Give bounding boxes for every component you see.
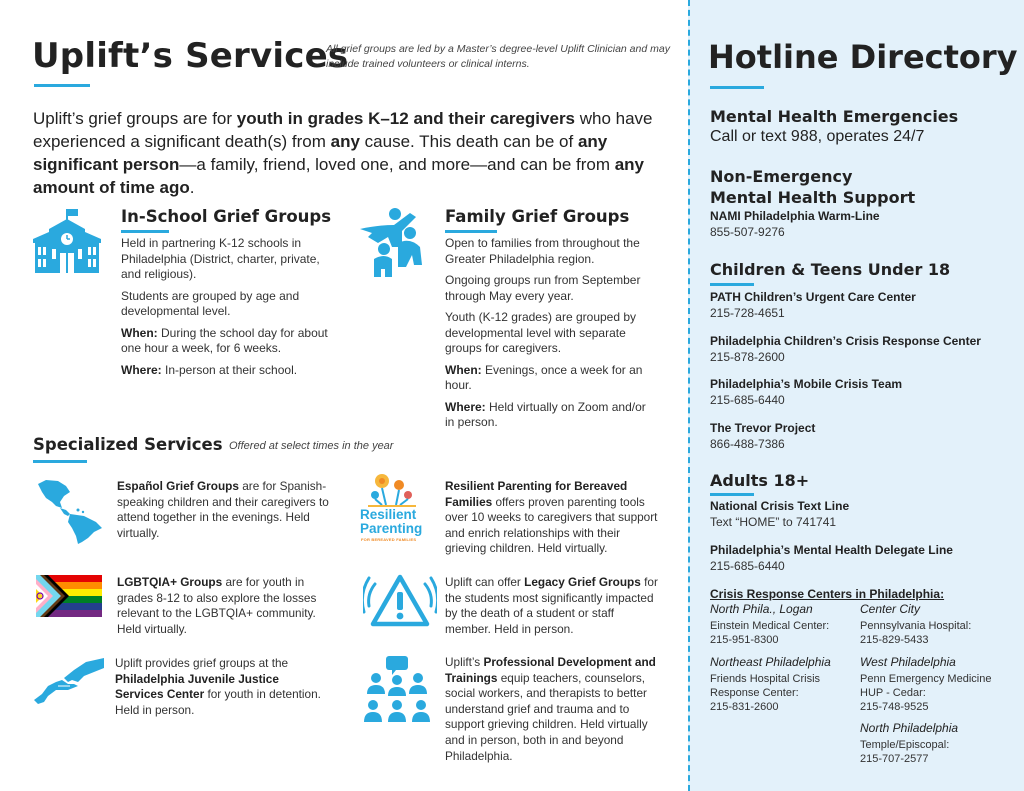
adults-item-name: National Crisis Text Line (710, 499, 850, 513)
in-school-underline (121, 230, 169, 233)
children-item-name: The Trevor Project (710, 421, 816, 435)
americas-map-icon (36, 478, 104, 544)
adults-item-phone[interactable]: Text “HOME” to 741741 (710, 515, 837, 529)
in-school-title: In-School Grief Groups (121, 207, 332, 226)
nonemergency-heading-1: Non-Emergency (710, 167, 853, 186)
nami-name: NAMI Philadelphia Warm-Line (710, 209, 880, 223)
emergency-text: Call or text 988, operates 24/7 (710, 128, 925, 145)
resilient-logo-line1: Resilient (360, 507, 417, 522)
specialized-underline (33, 460, 87, 463)
pride-flag-icon (36, 575, 102, 617)
clinician-note: All grief groups are led by a Master’s degree-level Uplift Clinician and may include trained volunteers or clinical interns. (326, 43, 670, 70)
children-item-name: Philadelphia’s Mobile Crisis Team (710, 377, 903, 391)
children-item-name: PATH Children’s Urgent Care Center (710, 290, 916, 304)
resilient-parenting-logo (360, 473, 434, 545)
adults-underline (710, 493, 754, 496)
family-body: Open to families from throughout the Greater Philadelphia region. Ongoing groups run from September through May every year. Youth (K-12 grades) are grouped by developmental level with separate groups for caregivers. When: Evenings, once a week for an hour. Where: Held virtually on Zoom and/or in person. (445, 236, 646, 429)
children-heading: Children & Teens Under 18 (710, 260, 951, 279)
family-underline (445, 230, 497, 233)
resilient-text: Resilient Parenting for Bereaved Families offers proven parenting tools over 10 weeks to caregivers that support and enrich relationships with their grieving children. Held virtually. (445, 479, 658, 556)
children-item-name: Philadelphia Children’s Crisis Response Center (710, 334, 981, 348)
lgbtqia-text: LGBTQIA+ Groups are for youth in grades 8-12 to also explore the losses relevant to the LGBTQIA+ community. Held virtually. (117, 575, 317, 636)
crisis-north-logan: North Phila., Logan Einstein Medical Center: 215-951-8300 (710, 602, 830, 646)
legacy-text: Uplift can offer Legacy Grief Groups for the students most significantly impacted by the death of a student or staff member. Held in person. (445, 575, 658, 636)
specialized-subtitle: Offered at select times in the year (229, 440, 394, 452)
crisis-west: West Philadelphia Penn Emergency Medicine HUP - Cedar: 215-748-9525 (860, 655, 992, 713)
resilient-logo-line3: FOR BEREAVED FAMILIES (361, 537, 417, 542)
family-title: Family Grief Groups (445, 207, 630, 226)
resilient-logo-line2: Parenting (360, 521, 423, 536)
helping-hands-icon (34, 656, 104, 706)
audience-icon (362, 656, 432, 726)
crisis-north: North Philadelphia Temple/Episcopal: 215-707-2577 (860, 721, 959, 765)
children-underline (710, 283, 754, 286)
hotline-underline (710, 86, 764, 89)
hotline-title: Hotline Directory (708, 38, 1018, 76)
family-icon (358, 207, 428, 277)
adults-item-name: Philadelphia’s Mental Health Delegate Line (710, 543, 953, 557)
nonemergency-heading-2: Mental Health Support (710, 188, 916, 207)
children-item-phone[interactable]: 215-878-2600 (710, 350, 785, 364)
in-school-body: Held in partnering K-12 schools in Philadelphia (District, charter, private, and religious). Students are grouped by age and developmental level. When: During the school day for about one hour a week, for 6 weeks. Where: In-person at their school. (121, 236, 328, 377)
adults-heading: Adults 18+ (710, 471, 810, 490)
crisis-northeast: Northeast Philadelphia Friends Hospital Crisis Response Center: 215-831-2600 (710, 655, 831, 713)
page-title: Uplift’s Services (32, 36, 349, 76)
crisis-centers-title: Crisis Response Centers in Philadelphia: (710, 587, 945, 601)
juvenile-text: Uplift provides grief groups at the Philadelphia Juvenile Justice Services Center for youth in detention. Held in person. (115, 656, 321, 717)
resilient-flowers-icon (366, 473, 418, 507)
emergency-heading: Mental Health Emergencies (710, 107, 959, 126)
specialized-title: Specialized Services (33, 435, 223, 454)
intro-paragraph: Uplift’s grief groups are for youth in grades K–12 and their caregivers who have experienced a significant death(s) from any cause. This death can be of any significant person—a family, friend, loved one, and more—and can be from any amount of time ago. (33, 109, 653, 197)
adults-item-phone[interactable]: 215-685-6440 (710, 559, 785, 573)
professional-text: Uplift’s Professional Development and Trainings equip teachers, counselors, social workers, and therapists to better understand grief and trauma and to support grieving children. Held virtually and in person, both in and beyond Philadelphia. (445, 655, 656, 763)
school-icon (33, 207, 101, 273)
hotline-panel (688, 0, 1024, 791)
nami-phone[interactable]: 855-507-9276 (710, 225, 785, 239)
children-item-phone[interactable]: 215-685-6440 (710, 393, 785, 407)
children-item-phone[interactable]: 866-488-7386 (710, 437, 785, 451)
title-underline (34, 84, 90, 87)
alert-triangle-icon (363, 572, 437, 634)
espanol-text: Español Grief Groups are for Spanish-speaking children and their caregivers to attend together in the evenings. Held virtually. (117, 479, 329, 540)
crisis-center-city: Center City Pennsylvania Hospital: 215-829-5433 (860, 602, 972, 646)
children-item-phone[interactable]: 215-728-4651 (710, 306, 785, 320)
